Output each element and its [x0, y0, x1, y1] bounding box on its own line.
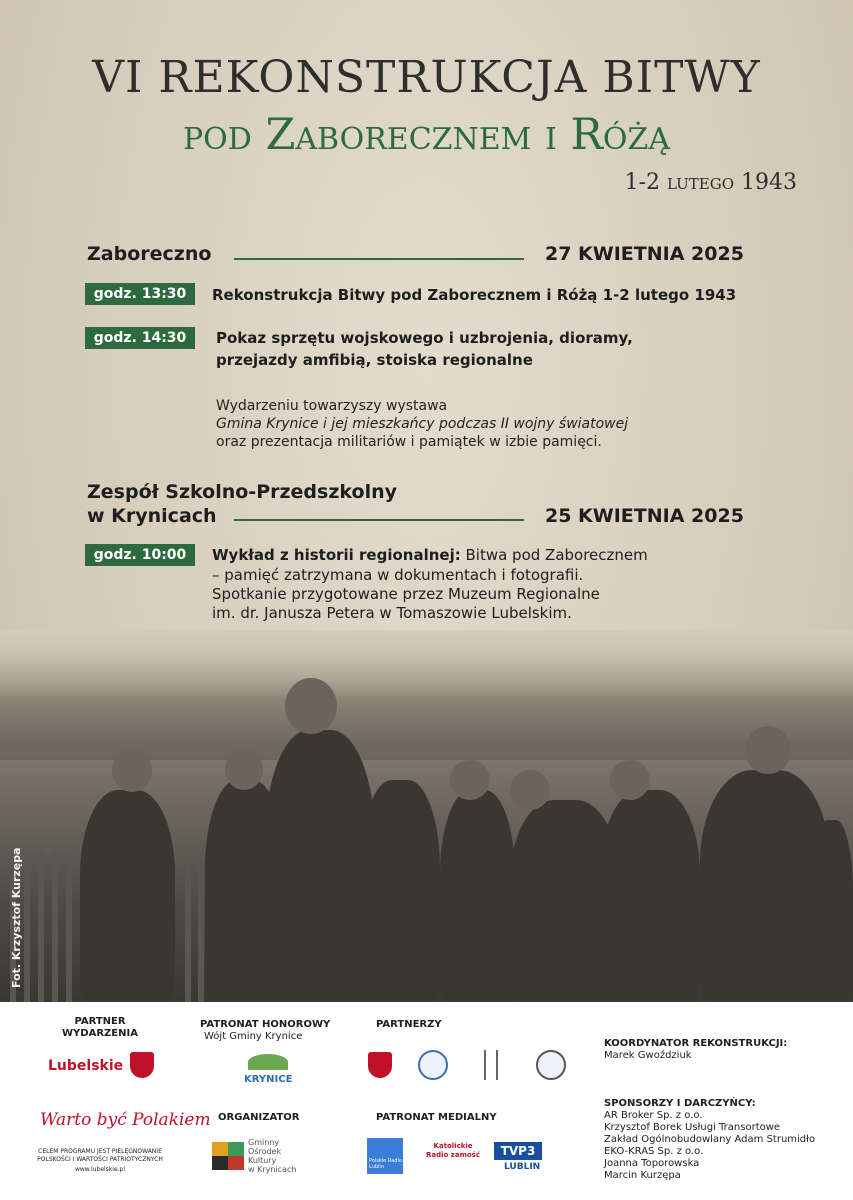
lubelskie-shield-icon [130, 1052, 154, 1078]
gok-logo-2: Ośrodek [248, 1147, 282, 1156]
sponsorzy-heading: SPONSORZY I DARCZYŃCY: [604, 1098, 756, 1109]
krynice-wave-icon [248, 1054, 288, 1070]
warto-sub-1: CELEM PROGRAMU JEST PIELĘGNOWANIE [38, 1148, 162, 1155]
title-line-2: pod Zaborecznem i Różą [182, 110, 671, 160]
fence-post [38, 852, 44, 1002]
fence-post [198, 862, 204, 1002]
sponsor-item: Joanna Toporowska [604, 1158, 700, 1169]
civilian-figure [440, 790, 515, 1002]
event-text: Rekonstrukcja Bitwy pod Zaborecznem i Różą 1-2 lutego 1943 [212, 286, 737, 304]
polskie-radio-logo: Polskie Radio Lublin [367, 1138, 403, 1174]
patronat-heading: PATRONAT HONOROWY [200, 1019, 331, 1030]
gok-logo-1: Gminny [248, 1138, 280, 1147]
koordynator-name: Marek Gwoździuk [604, 1050, 692, 1061]
lecture-line-1 [212, 545, 648, 566]
soldier-figure [80, 790, 175, 1002]
warto-sub-2: POLSKOŚCI I WARTOŚCI PATRIOTYCZNYCH [37, 1156, 163, 1163]
lecture-topic: Bitwa pod Zaborecznem [460, 546, 648, 564]
officer-head [285, 678, 337, 734]
fence-post [24, 852, 30, 1002]
note-line-2: Gmina Krynice i jej mieszkańcy podczas II wojny światowej [216, 416, 629, 432]
lecture-line-4: im. dr. Janusza Petera w Tomaszowie Lubelskim. [212, 604, 572, 622]
lubelskie-logo: Lubelskie [48, 1058, 124, 1074]
lecture-title: Wykład z historii regionalnej: [212, 546, 461, 564]
koordynator-heading: KOORDYNATOR REKONSTRUKCJI: [604, 1038, 788, 1049]
time-badge: godz. 10:00 [85, 544, 195, 566]
time-badge: godz. 14:30 [85, 327, 195, 349]
katolickie-radio-logo: Katolickie Radio zamość [426, 1142, 480, 1159]
soldier-head [745, 726, 791, 774]
time-badge: godz. 13:30 [85, 283, 195, 305]
place-zaboreczno: Zaboreczno [87, 243, 212, 265]
reenactment-photo [0, 630, 853, 1002]
warto-logo: Warto być Polakiem [40, 1110, 211, 1130]
sponsor-item: Marcin Kurzępa [604, 1170, 681, 1181]
sponsor-item: EKO-KRAS Sp. z o.o. [604, 1146, 704, 1157]
event-text-line-1: Pokaz sprzętu wojskowego i uzbrojenia, dioramy, [216, 329, 633, 347]
place-school-line-1: Zespół Szkolno-Przedszkolny [87, 481, 398, 503]
divider-line [234, 258, 524, 260]
civilian-head [510, 770, 550, 810]
partnerzy-heading: PARTNERZY [376, 1019, 442, 1030]
sponsor-list [604, 1110, 815, 1182]
sponsor-item: Zakład Ogólnobudowlany Adam Strumidło [604, 1134, 816, 1145]
note-line-1: Wydarzeniu towarzyszy wystawa [216, 398, 448, 414]
footer [0, 1002, 853, 1200]
partner-portrait-logo-icon [536, 1050, 566, 1080]
fence-post [66, 852, 72, 1002]
place-school-line-2: w Krynicach [87, 505, 217, 527]
lecture-line-2: – pamięć zatrzymana w dokumentach i fotografii. [212, 566, 584, 584]
warto-sub-3: www.lubelskie.pl [74, 1166, 126, 1173]
soldier-figure [810, 820, 853, 1002]
organizator-heading: ORGANIZATOR [218, 1112, 300, 1123]
officer-figure [265, 730, 375, 1002]
krynice-logo: KRYNICE [244, 1074, 293, 1085]
civilian-head [450, 760, 490, 800]
soldier-head [112, 750, 152, 792]
civilian-figure [600, 790, 700, 1002]
sponsor-item: Krzysztof Borek Usługi Transortowe [604, 1122, 781, 1133]
partner-heading-2: WYDARZENIA [62, 1028, 138, 1039]
photo-credit: Fot. Krzysztof Kurzępa [10, 847, 23, 988]
church-icon [484, 1050, 498, 1080]
fence-post [52, 852, 58, 1002]
partner-crest-icon [368, 1052, 392, 1078]
title-line-1: VI REKONSTRUKCJA BITWY [92, 52, 761, 103]
fence-post [185, 862, 191, 1002]
patronat-sub: Wójt Gminy Krynice [204, 1031, 303, 1042]
civilian-head [225, 750, 263, 790]
medialny-heading: PATRONAT MEDIALNY [376, 1112, 497, 1123]
event-date-1: 27 KWIETNIA 2025 [545, 243, 744, 265]
tvp3-logo: TVP3 [494, 1142, 542, 1160]
photo-fade [0, 630, 853, 700]
partner-round-logo-icon [418, 1050, 448, 1080]
gok-logo-3: Kultury [248, 1156, 277, 1165]
civilian-figure [360, 780, 440, 1002]
partner-heading-1: PARTNER [74, 1016, 126, 1027]
gok-logo-4: w Krynicach [248, 1165, 297, 1174]
event-text-line-2: przejazdy amfibią, stoiska regionalne [216, 351, 533, 369]
sponsor-item: AR Broker Sp. z o.o. [604, 1110, 703, 1121]
event-date-2: 25 KWIETNIA 2025 [545, 505, 744, 527]
note-line-3: oraz prezentacja militariów i pamiątek w izbie pamięci. [216, 434, 602, 450]
title-date: 1-2 lutego 1943 [624, 170, 797, 195]
lecture-line-3: Spotkanie przygotowane przez Muzeum Regionalne [212, 585, 600, 603]
civilian-head [610, 760, 650, 800]
gok-logo-icon [212, 1142, 244, 1170]
divider-line [234, 519, 524, 521]
tvp3-sub: LUBLIN [504, 1162, 541, 1172]
